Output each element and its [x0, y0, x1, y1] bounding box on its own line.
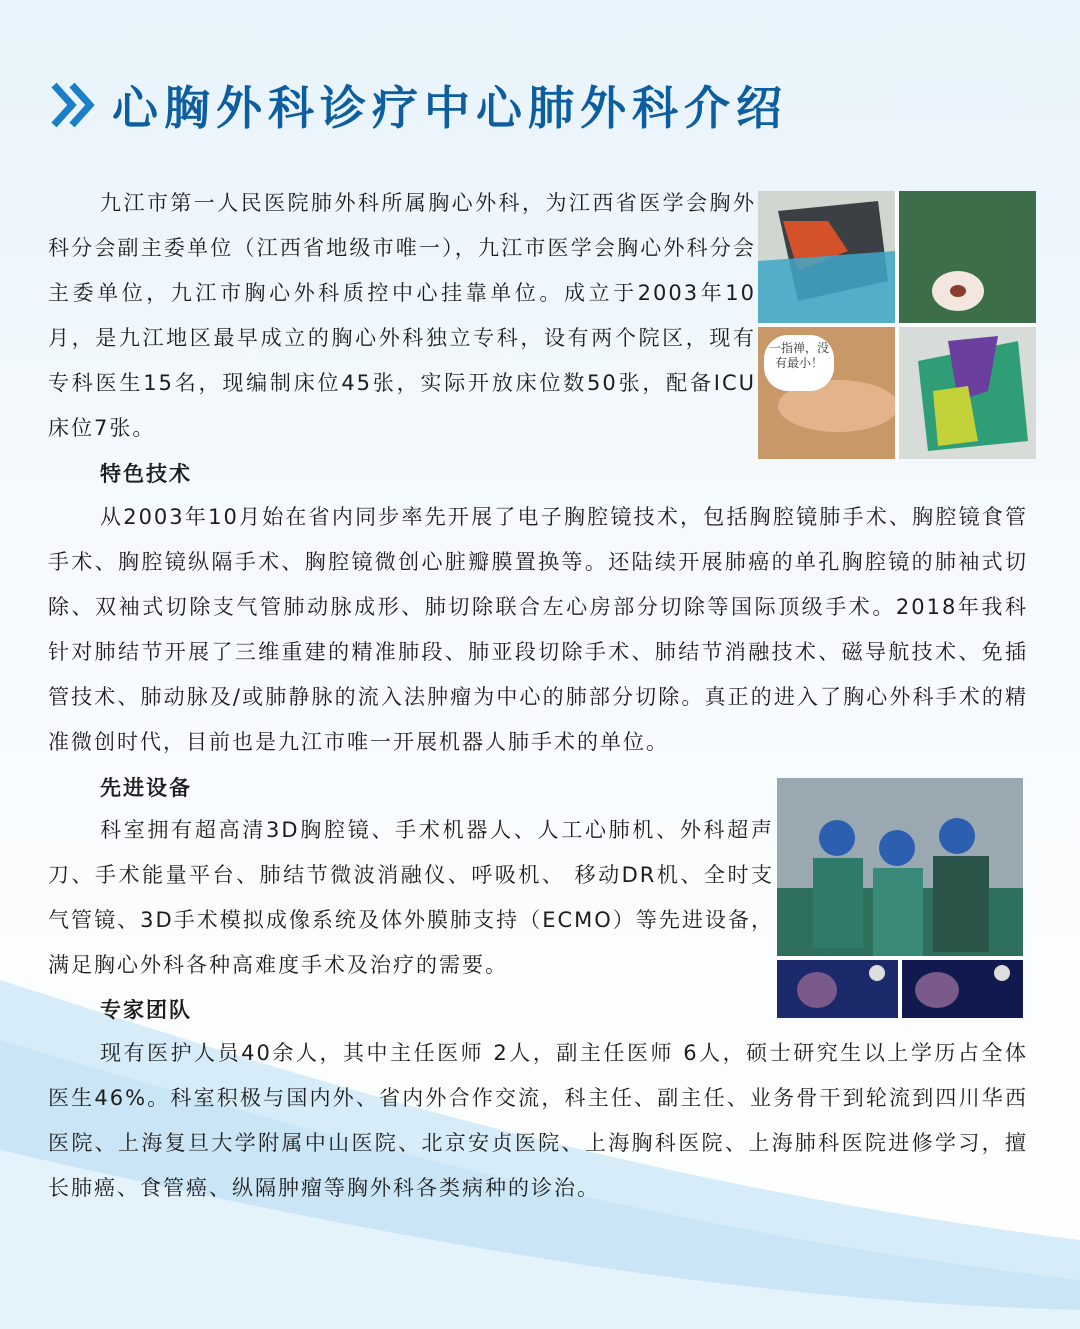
equipment-paragraph: 科室拥有超高清3D胸腔镜、手术机器人、人工心肺机、外科超声刀、手术能量平台、肺结节微波消融仪、呼吸机、 移动DR机、全时支气管镜、3D手术模拟成像系统及体外膜肺支持（ECMO）等先进设备，满足胸心外科各种高难度手术及治疗的需要。	[48, 818, 774, 977]
heading-equipment: 先进设备	[100, 776, 192, 800]
surgery-collage-photo	[758, 191, 1036, 459]
double-chevron-icon	[48, 77, 100, 133]
heading-team: 专家团队	[100, 998, 192, 1022]
tech-paragraph: 从2003年10月始在省内同步率先开展了电子胸腔镜技术，包括胸腔镜肺手术、胸腔镜食管手术、胸腔镜纵隔手术、胸腔镜微创心脏瓣膜置换等。还陆续开展肺癌的单孔胸腔镜的肺袖式切除、双袖式切除支气管肺动脉成形、肺切除联合左心房部分切除等国际顶级手术。2018年我科针对肺结节开展了三维重建的精准肺段、肺亚段切除手术、肺结节消融技术、磁导航技术、免插管技术、肺动脉及/或肺静脉的流入法肿瘤为中心的肺部分切除。真正的进入了胸心外科手术的精准微创时代，目前也是九江市唯一开展机器人肺手术的单位。	[48, 505, 1028, 754]
page-title: 心胸外科诊疗中心肺外科介绍	[112, 81, 788, 135]
operating-room-photo	[777, 778, 1023, 1018]
intro-paragraph: 九江市第一人民医院肺外科所属胸心外科，为江西省医学会胸外科分会副主委单位（江西省地级市唯一），九江市医学会胸心外科分会主委单位，九江市胸心外科质控中心挂靠单位。成立于2003年10月，是九江地区最早成立的胸心外科独立专科，设有两个院区，现有专科医生15名，现编制床位45张，实际开放床位数50张，配备ICU床位7张。	[48, 191, 756, 440]
title-row	[48, 72, 788, 138]
speech-bubble: 一指禅，没有最小！	[764, 335, 834, 391]
heading-tech: 特色技术	[100, 462, 192, 486]
team-paragraph: 现有医护人员40余人，其中主任医师 2人，副主任医师 6人，硕士研究生以上学历占全体医生46%。科室积极与国内外、省内外合作交流，科主任、副主任、业务骨干到轮流到四川华西医院、上海复旦大学附属中山医院、北京安贞医院、上海胸科医院、上海肺科医院进修学习，擅长肺癌、食管癌、纵隔肿瘤等胸外科各类病种的诊治。	[48, 1041, 1028, 1200]
